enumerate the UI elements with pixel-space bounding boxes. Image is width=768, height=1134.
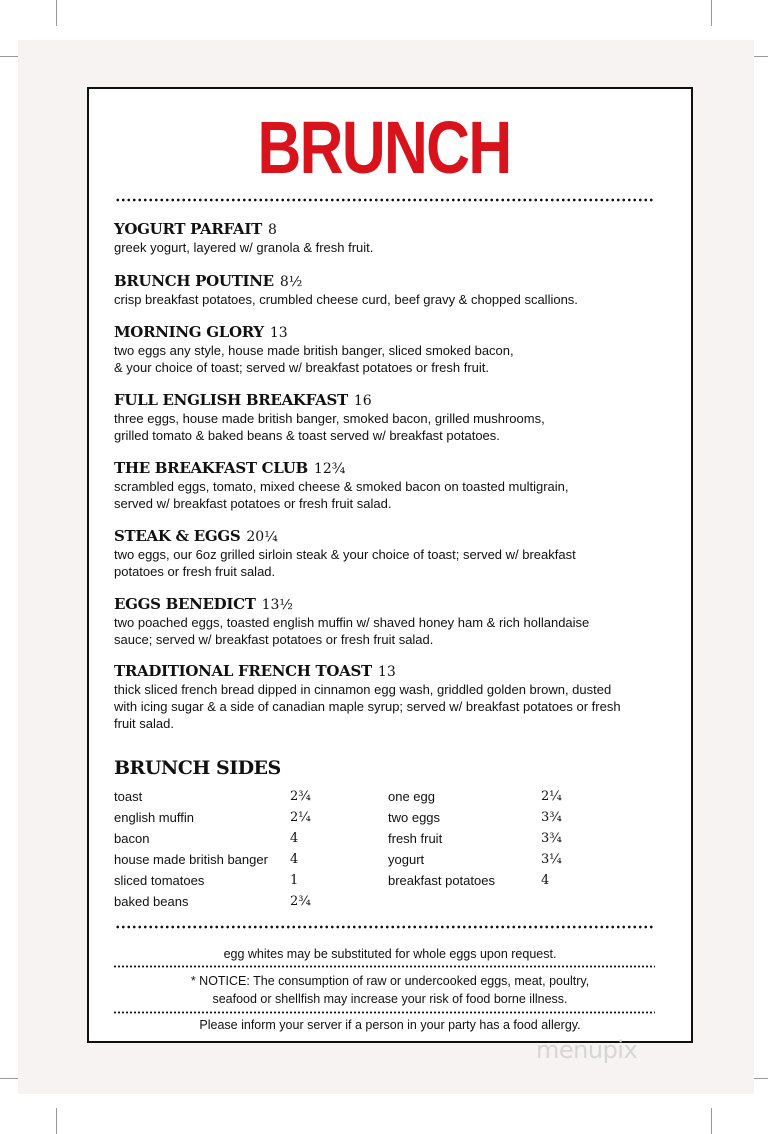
menu-item-description: greek yogurt, layered w/ granola & fresh fruit. (114, 240, 374, 255)
crop-mark (711, 0, 712, 26)
notice-line-1: * NOTICE: The consumption of raw or undercooked eggs, meat, poultry, (190, 974, 590, 988)
menu-item-name: BRUNCH POUTINE (114, 272, 274, 290)
menu-item-price: 13 (377, 664, 396, 680)
menu-item-name: THE BREAKFAST CLUB (114, 459, 308, 477)
menu-item (114, 527, 674, 580)
side-item-price: 4 (290, 852, 299, 867)
menu-item-name: STEAK & EGGS (114, 527, 241, 545)
side-item-name: english muffin (114, 810, 194, 825)
side-item-price: 3¼ (541, 852, 562, 867)
menu-item-price: 16 (353, 393, 372, 409)
menu-item (114, 323, 674, 376)
dotted-divider (115, 198, 655, 202)
side-item-price: 2¾ (290, 789, 311, 804)
menu-item-description: two poached eggs, toasted english muffin w/ shaved honey ham & rich hollandaise (114, 615, 590, 630)
side-item-name: baked beans (114, 894, 189, 909)
side-item-name: two eggs (388, 810, 441, 825)
notice-line-2: seafood or shellfish may increase your risk of food borne illness. (212, 992, 568, 1006)
menu-item-description: with icing sugar & a side of canadian maple syrup; served w/ breakfast potatoes or fresh (114, 699, 621, 714)
side-item-price: 3¾ (541, 831, 562, 846)
menu-item-description: thick sliced french bread dipped in cinnamon egg wash, griddled golden brown, dusted (114, 682, 612, 697)
menu-item (114, 662, 674, 732)
menu-item-description: served w/ breakfast potatoes or fresh fruit salad. (114, 496, 392, 511)
crop-mark (56, 0, 57, 26)
menu-item-name: MORNING GLORY (114, 323, 264, 341)
menu-item-description: three eggs, house made british banger, smoked bacon, grilled mushrooms, (114, 411, 545, 426)
menu-item-description: scrambled eggs, tomato, mixed cheese & smoked bacon on toasted multigrain, (114, 479, 569, 494)
menu-item-description: & your choice of toast; served w/ breakfast potatoes or fresh fruit. (114, 360, 490, 375)
menu-item (114, 595, 674, 648)
menu-item-name: TRADITIONAL FRENCH TOAST (114, 662, 372, 680)
menu-item-price: 8½ (279, 274, 303, 290)
crop-mark (56, 1108, 57, 1134)
menu-item-description: potatoes or fresh fruit salad. (114, 564, 276, 579)
dotted-divider (113, 965, 655, 968)
crop-mark (711, 1108, 712, 1134)
dotted-divider (113, 1011, 655, 1014)
side-item-name: bacon (114, 831, 150, 846)
side-item-price: 1 (290, 873, 299, 888)
menu-item-name: EGGS BENEDICT (114, 595, 256, 613)
side-item-name: sliced tomatoes (114, 873, 205, 888)
menu-item (114, 272, 674, 308)
menu-item (114, 459, 674, 512)
side-item-price: 2¾ (290, 894, 311, 909)
side-item-price: 4 (541, 873, 550, 888)
side-item-name: breakfast potatoes (388, 873, 495, 888)
menu-item-name: YOGURT PARFAIT (114, 220, 262, 238)
side-item-price: 3¾ (541, 810, 562, 825)
menu-item-description: fruit salad. (114, 716, 174, 731)
menu-item-description: two eggs, our 6oz grilled sirloin steak & your choice of toast; served w/ breakfast (114, 547, 576, 562)
menu-item-name: FULL ENGLISH BREAKFAST (114, 391, 348, 409)
menu-item (114, 220, 674, 256)
side-item-name: fresh fruit (388, 831, 443, 846)
menu-item-description: two eggs any style, house made british banger, sliced smoked bacon, (114, 343, 514, 358)
menu-item-price: 8 (267, 222, 277, 238)
sides-title: BRUNCH SIDES (114, 757, 281, 779)
menu-item-description: crisp breakfast potatoes, crumbled cheese curd, beef gravy & chopped scallions. (114, 292, 578, 307)
allergy-note: Please inform your server if a person in your party has a food allergy. (199, 1018, 581, 1032)
side-item-price: 4 (290, 831, 299, 846)
side-item-name: yogurt (388, 852, 425, 867)
side-item-price: 2¼ (290, 810, 311, 825)
menu-item-price: 13½ (261, 597, 293, 613)
egg-whites-note: egg whites may be substituted for whole eggs upon request. (223, 947, 557, 961)
menu-item (114, 391, 674, 444)
menu-item-price: 20¼ (246, 529, 278, 545)
menu-item-price: 13 (269, 325, 288, 341)
side-item-name: house made british banger (114, 852, 268, 867)
side-item-name: one egg (388, 789, 435, 804)
dotted-divider (115, 925, 655, 929)
watermark-logo: menupix (536, 1036, 638, 1064)
menu-item-price: 12¾ (313, 461, 346, 477)
menu-item-description: sauce; served w/ breakfast potatoes or fresh fruit salad. (114, 632, 434, 647)
menu-title: BRUNCH (257, 106, 511, 189)
menu-item-description: grilled tomato & baked beans & toast served w/ breakfast potatoes. (114, 428, 500, 443)
side-item-price: 2¼ (541, 789, 562, 804)
side-item-name: toast (114, 789, 143, 804)
